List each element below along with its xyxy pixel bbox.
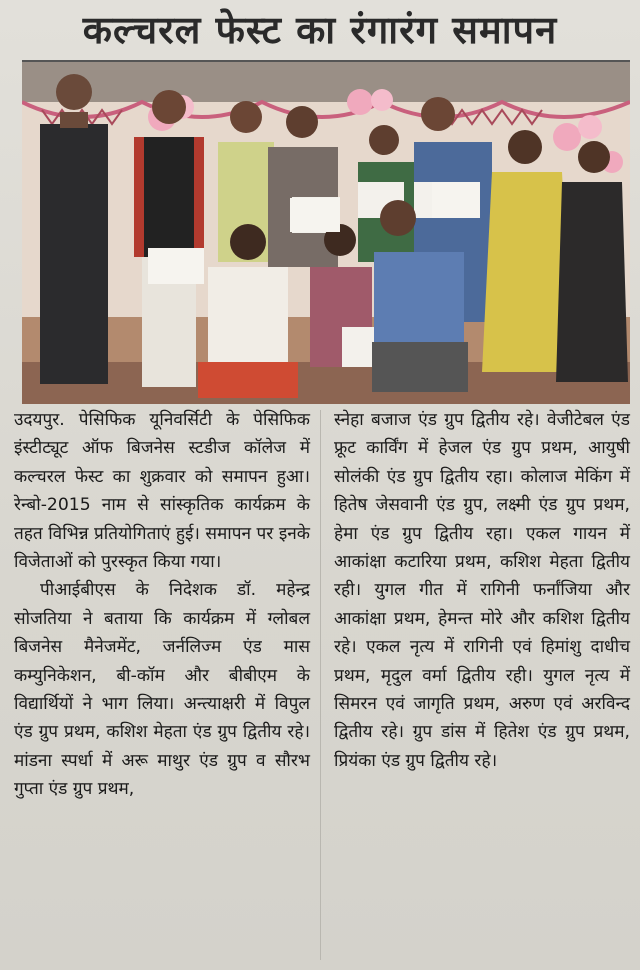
award-ceremony-photo xyxy=(22,62,630,404)
article-column-right xyxy=(334,406,630,775)
column-divider xyxy=(320,410,321,960)
article-paragraph: पीआईबीएस के निदेशक डॉ. महेन्द्र सोजतिया ने बताया कि कार्यक्रम में ग्लोबल बिजनेस मैनेजमेंट, जर्नलिज्म एंड मास कम्युनिकेशन, बी-कॉम और बीबीएम के विद्यार्थियों ने भाग लिया। अन्त्याक्षरी में विपुल एंड ग्रुप प्रथम, कशिश मेहता एंड ग्रुप द्वितीय रहे। मांडना स्पर्धा में अरू माथुर एंड ग्रुप व सौरभ गुप्ता एंड ग्रुप प्रथम, xyxy=(14,580,310,800)
article-paragraph: स्नेहा बजाज एंड ग्रुप द्वितीय रहे। वेजीटेबल एंड फ्रूट कार्विंग में हेजल एंड ग्रुप प्रथम, आयुषी सोलंकी एंड ग्रुप द्वितीय रहा। कोलाज मेकिंग में हितेष जेसवानी एंड ग्रुप, लक्ष्मी एंड ग्रुप प्रथम, हेमा एंड ग्रुप द्वितीय रहा। एकल गायन में आकांक्षा कटारिया प्रथम, कशिश मेहता द्वितीय रही। युगल गीत में रागिनी फर्नांजिया और आकांक्षा प्रथम, हेमन्त मोरे और कशिश द्वितीय रहे। एकल नृत्य में रागिनी एवं हिमांशु दाधीच प्रथम, मृदुल वर्मा द्वितीय रही। युगल नृत्य में सिमरन एवं जागृति प्रथम, अरुण एवं अरविन्द द्वितीय रहे। ग्रुप डांस में हितेश एंड ग्रुप प्रथम, प्रियंका एंड ग्रुप द्वितीय रहे। xyxy=(334,410,630,771)
article-paragraph: उदयपुर. पेसिफिक यूनिवर्सिटी के पेसिफिक इंस्टीट्यूट ऑफ बिजनेस स्टडीज कॉलेज में कल्चरल फेस्ट का शुक्रवार को समापन हुआ। रेन्बो-2015 नाम से सांस्कृतिक कार्यक्रम के तहत विभिन्न प्रतियोगिताएं हुई। समापन पर इनके विजेताओं को पुरस्कृत किया गया। xyxy=(14,410,310,573)
group-photo xyxy=(22,60,630,404)
headline: कल्चरल फेस्ट का रंगारंग समापन xyxy=(82,8,558,52)
article-column-left xyxy=(14,406,310,804)
